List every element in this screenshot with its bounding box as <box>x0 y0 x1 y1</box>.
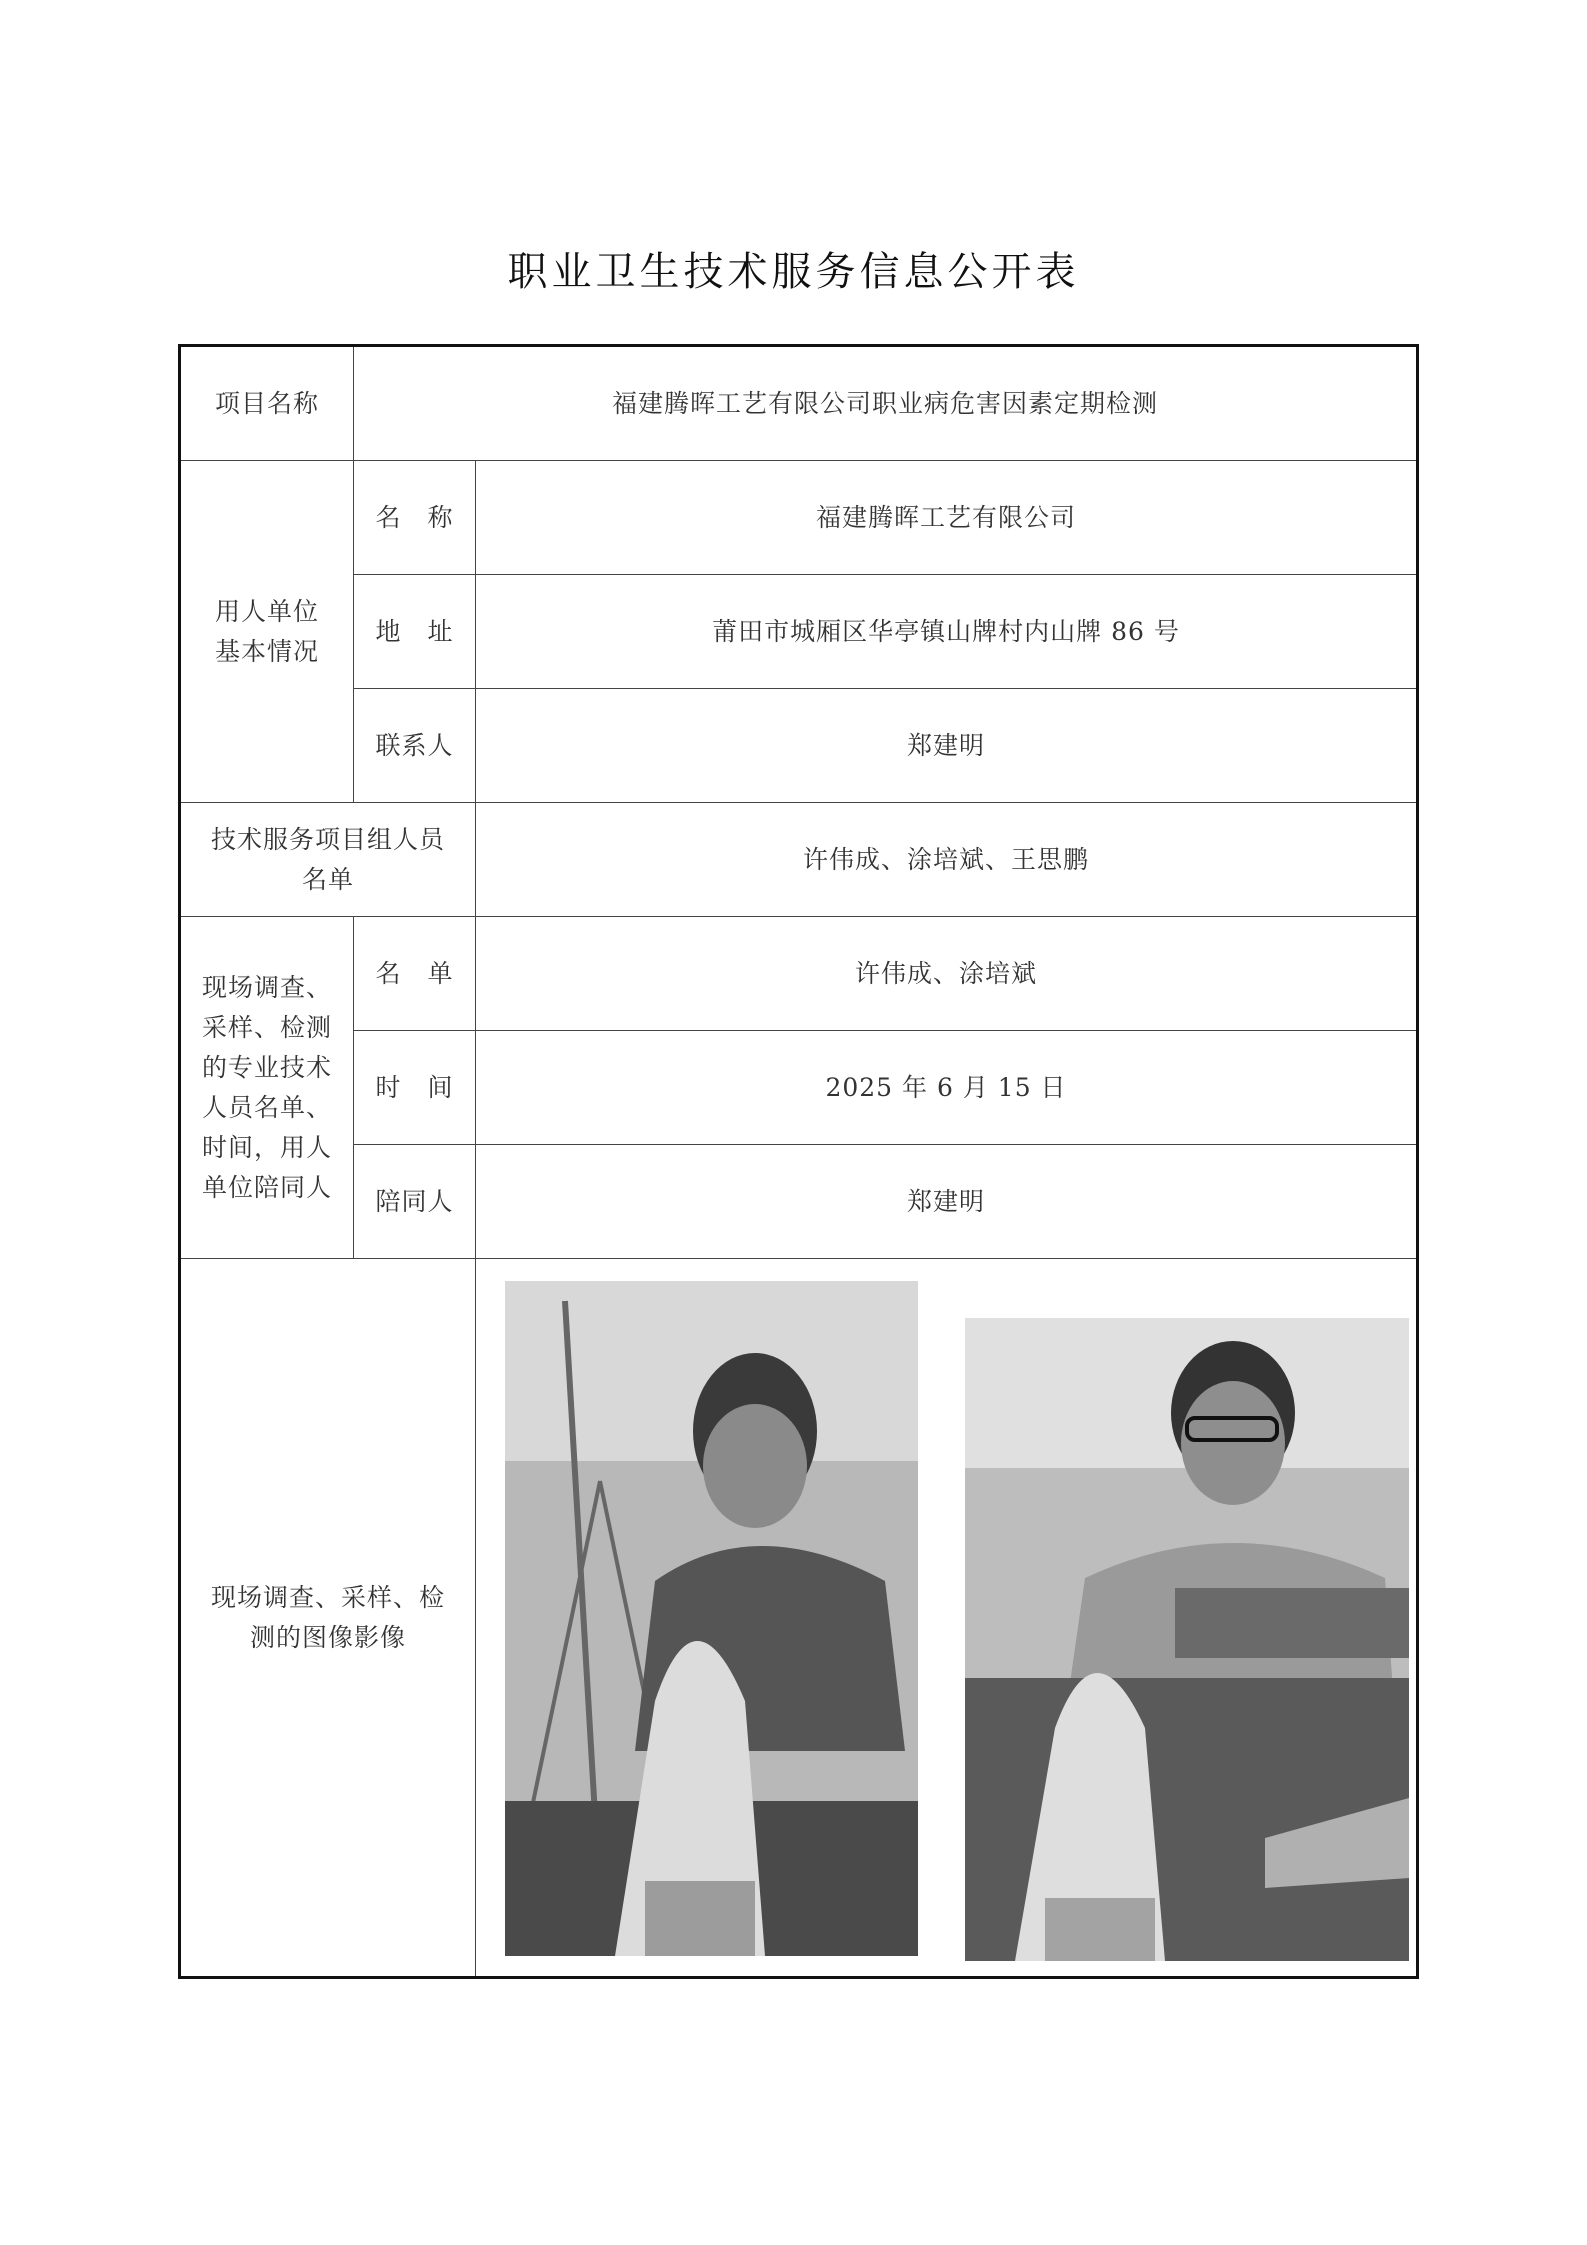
employer-name-label: 名 称 <box>354 461 476 575</box>
row-images <box>180 1259 1418 1978</box>
employer-address-label: 地 址 <box>354 575 476 689</box>
images-label: 现场调查、采样、检 测的图像影像 <box>180 1259 476 1978</box>
project-name-value: 福建腾晖工艺有限公司职业病危害因素定期检测 <box>354 346 1418 461</box>
team-value: 许伟成、涂培斌、王思鹏 <box>476 803 1418 917</box>
row-employer-address <box>180 575 1418 689</box>
employer-contact-value: 郑建明 <box>476 689 1418 803</box>
row-team <box>180 803 1418 917</box>
info-table <box>178 344 1419 1979</box>
page-title: 职业卫生技术服务信息公开表 <box>507 249 1080 295</box>
row-employer-contact <box>180 689 1418 803</box>
team-label: 技术服务项目组人员 名单 <box>180 803 476 917</box>
images-cell <box>476 1259 1418 1978</box>
row-project-name <box>180 346 1418 461</box>
survey-names-label: 名 单 <box>354 917 476 1031</box>
survey-time-value: 2025 年 6 月 15 日 <box>476 1031 1418 1145</box>
site-photo-1 <box>505 1281 918 1956</box>
site-photo-2 <box>965 1318 1409 1961</box>
survey-names-value: 许伟成、涂培斌 <box>476 917 1418 1031</box>
row-survey-names <box>180 917 1418 1031</box>
survey-escort-value: 郑建明 <box>476 1145 1418 1259</box>
employer-contact-label: 联系人 <box>354 689 476 803</box>
survey-time-label: 时 间 <box>354 1031 476 1145</box>
row-survey-time <box>180 1031 1418 1145</box>
project-name-label: 项目名称 <box>180 346 354 461</box>
employer-name-value: 福建腾晖工艺有限公司 <box>476 461 1418 575</box>
site-photo-1-image <box>505 1281 918 1956</box>
employer-address-value: 莆田市城厢区华亭镇山牌村内山牌 86 号 <box>476 575 1418 689</box>
site-photo-2-image <box>965 1318 1409 1961</box>
employer-label: 用人单位 基本情况 <box>180 461 354 803</box>
survey-escort-label: 陪同人 <box>354 1145 476 1259</box>
row-employer-name <box>180 461 1418 575</box>
row-survey-escort <box>180 1145 1418 1259</box>
survey-label: 现场调查、 采样、检测 的专业技术 人员名单、 时间，用人 单位陪同人 <box>180 917 354 1259</box>
